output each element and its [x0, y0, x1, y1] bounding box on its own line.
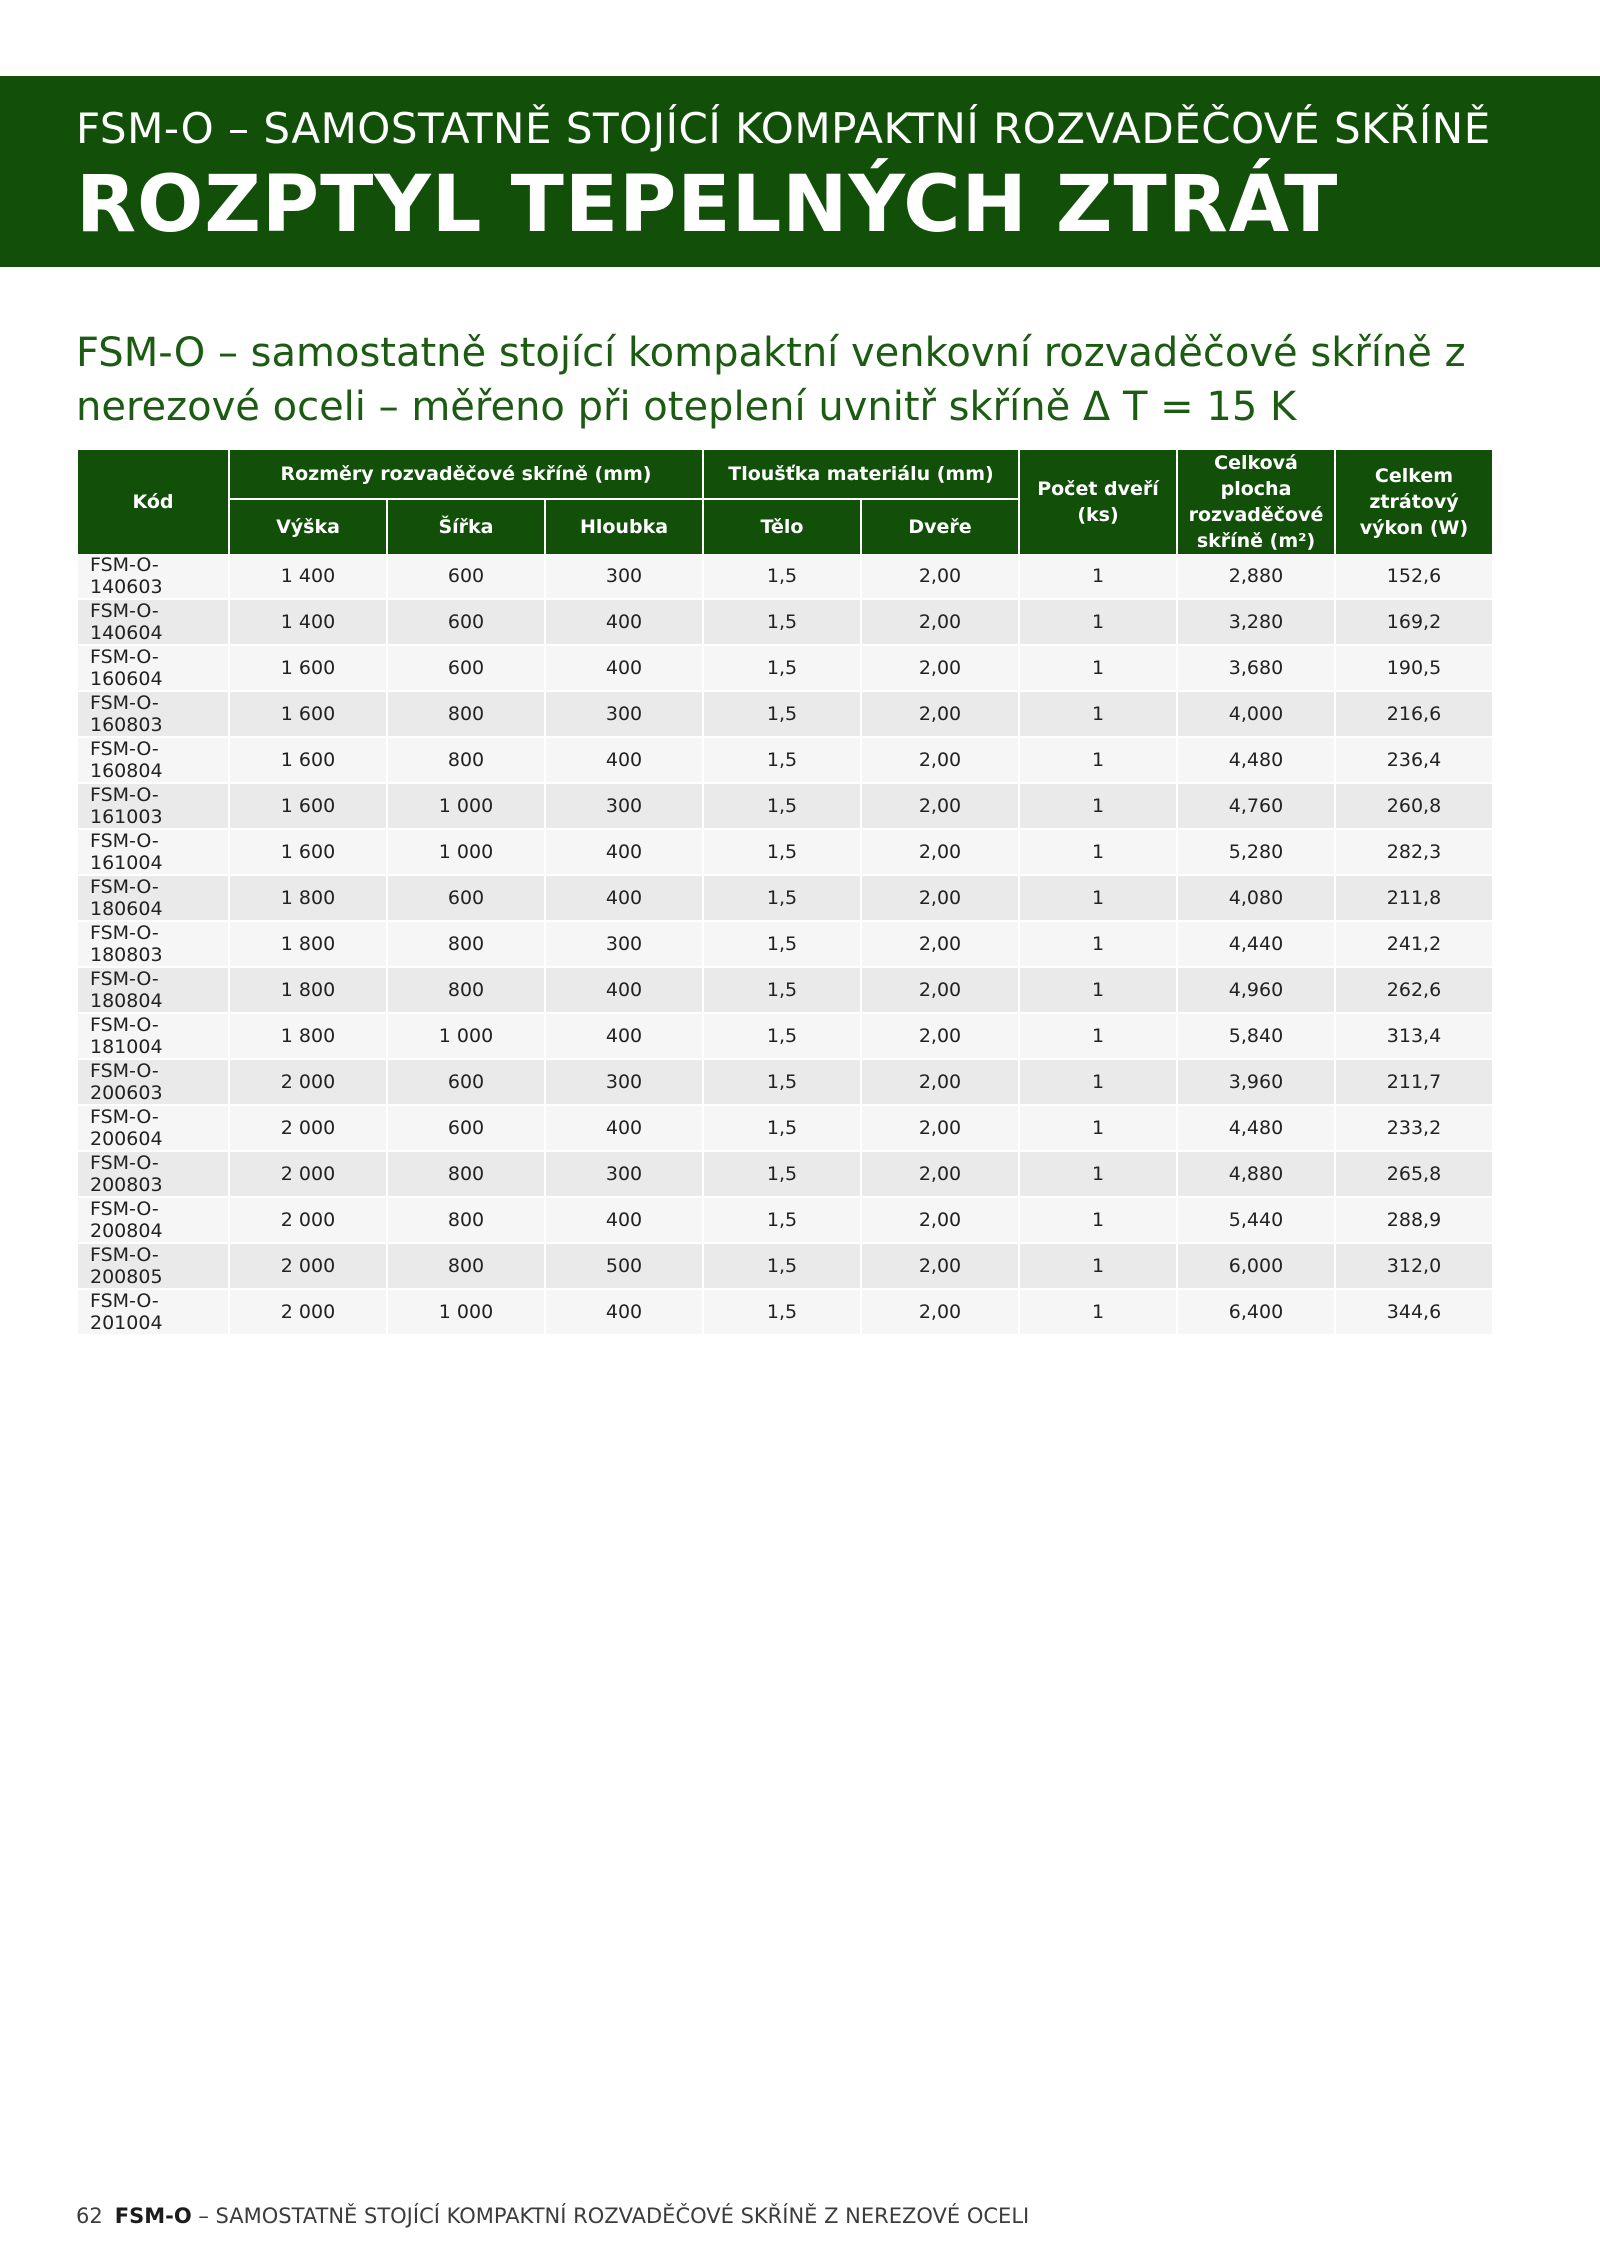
cell-total-area: 4,960: [1178, 968, 1334, 1014]
cell-door-count: 1: [1020, 922, 1176, 968]
cell-total-area: 6,000: [1178, 1244, 1334, 1290]
cell-height: 1 600: [230, 784, 386, 830]
cell-height: 1 600: [230, 738, 386, 784]
cell-total-power: 211,7: [1336, 1060, 1492, 1106]
cell-door-count: 1: [1020, 600, 1176, 646]
cell-depth: 400: [546, 876, 702, 922]
table-row: [78, 738, 1492, 784]
cell-door-thickness: 2,00: [862, 1106, 1018, 1152]
cell-depth: 400: [546, 1106, 702, 1152]
cell-height: 2 000: [230, 1290, 386, 1336]
cell-width: 800: [388, 1152, 544, 1198]
cell-width: 600: [388, 600, 544, 646]
cell-depth: 300: [546, 692, 702, 738]
cell-total-area: 4,760: [1178, 784, 1334, 830]
cell-body-thickness: 1,5: [704, 1290, 860, 1336]
cell-width: 1 000: [388, 1290, 544, 1336]
cell-width: 600: [388, 876, 544, 922]
footer-text: – SAMOSTATNĚ STOJÍCÍ KOMPAKTNÍ ROZVADĚČOVÉ SKŘÍNĚ Z NEREZOVÉ OCELI: [191, 2204, 1030, 2228]
cell-code: FSM-O-160803: [78, 692, 228, 738]
cell-total-power: 262,6: [1336, 968, 1492, 1014]
cell-door-thickness: 2,00: [862, 968, 1018, 1014]
cell-door-thickness: 2,00: [862, 1290, 1018, 1336]
table-row: [78, 968, 1492, 1014]
cell-door-thickness: 2,00: [862, 646, 1018, 692]
cell-body-thickness: 1,5: [704, 646, 860, 692]
cell-door-thickness: 2,00: [862, 1152, 1018, 1198]
cell-total-power: 236,4: [1336, 738, 1492, 784]
cell-total-area: 3,280: [1178, 600, 1334, 646]
cell-width: 800: [388, 1244, 544, 1290]
table-row: [78, 692, 1492, 738]
cell-door-thickness: 2,00: [862, 1060, 1018, 1106]
table-row: [78, 1290, 1492, 1336]
cell-total-area: 4,480: [1178, 738, 1334, 784]
cell-height: 1 600: [230, 646, 386, 692]
cell-height: 2 000: [230, 1106, 386, 1152]
cell-depth: 400: [546, 738, 702, 784]
cell-total-area: 5,440: [1178, 1198, 1334, 1244]
cell-width: 800: [388, 922, 544, 968]
table-caption: FSM-O – samostatně stojící kompaktní venkovní rozvaděčové skříně z nerezové oceli – měřeno při oteplení uvnitř skříně Δ T = 15 K: [76, 330, 1466, 430]
table-row: [78, 1014, 1492, 1060]
cell-code: FSM-O-181004: [78, 1014, 228, 1060]
cell-body-thickness: 1,5: [704, 692, 860, 738]
cell-height: 1 400: [230, 600, 386, 646]
cell-depth: 300: [546, 554, 702, 600]
cell-total-area: 4,440: [1178, 922, 1334, 968]
column-header-width: Šířka: [388, 498, 544, 554]
cell-height: 1 800: [230, 922, 386, 968]
cell-door-thickness: 2,00: [862, 692, 1018, 738]
cell-total-power: 233,2: [1336, 1106, 1492, 1152]
cell-code: FSM-O-160804: [78, 738, 228, 784]
cell-total-power: 260,8: [1336, 784, 1492, 830]
cell-body-thickness: 1,5: [704, 1244, 860, 1290]
cell-body-thickness: 1,5: [704, 922, 860, 968]
table-row: [78, 1198, 1492, 1244]
column-header-depth: Hloubka: [546, 498, 702, 554]
cell-total-area: 5,280: [1178, 830, 1334, 876]
cell-height: 1 600: [230, 692, 386, 738]
cell-door-count: 1: [1020, 738, 1176, 784]
cell-code: FSM-O-201004: [78, 1290, 228, 1336]
footer-series: FSM-O: [114, 2204, 192, 2228]
cell-door-thickness: 2,00: [862, 600, 1018, 646]
column-header-total-area: Celková plocha rozvaděčové skříně (m²): [1178, 450, 1334, 554]
cell-code: FSM-O-180604: [78, 876, 228, 922]
cell-door-count: 1: [1020, 784, 1176, 830]
cell-body-thickness: 1,5: [704, 554, 860, 600]
cell-door-count: 1: [1020, 554, 1176, 600]
cell-total-power: 216,6: [1336, 692, 1492, 738]
cell-height: 2 000: [230, 1152, 386, 1198]
cell-code: FSM-O-200603: [78, 1060, 228, 1106]
cell-depth: 400: [546, 1198, 702, 1244]
cell-code: FSM-O-140603: [78, 554, 228, 600]
cell-door-count: 1: [1020, 1060, 1176, 1106]
cell-door-count: 1: [1020, 1152, 1176, 1198]
cell-width: 800: [388, 1198, 544, 1244]
cell-height: 1 800: [230, 1014, 386, 1060]
cell-total-power: 344,6: [1336, 1290, 1492, 1336]
cell-door-thickness: 2,00: [862, 1014, 1018, 1060]
cell-depth: 400: [546, 646, 702, 692]
cell-body-thickness: 1,5: [704, 600, 860, 646]
header-overline: FSM-O – SAMOSTATNĚ STOJÍCÍ KOMPAKTNÍ ROZVADĚČOVÉ SKŘÍNĚ: [76, 104, 1491, 153]
cell-door-count: 1: [1020, 1014, 1176, 1060]
page-footer: [76, 2204, 1029, 2228]
cell-door-thickness: 2,00: [862, 922, 1018, 968]
column-header-door-count: Počet dveří (ks): [1020, 450, 1176, 554]
cell-door-count: 1: [1020, 1290, 1176, 1336]
cell-body-thickness: 1,5: [704, 876, 860, 922]
cell-body-thickness: 1,5: [704, 968, 860, 1014]
table-row: [78, 922, 1492, 968]
cell-total-area: 3,960: [1178, 1060, 1334, 1106]
cell-door-count: 1: [1020, 876, 1176, 922]
cell-width: 1 000: [388, 1014, 544, 1060]
cell-door-count: 1: [1020, 1244, 1176, 1290]
page-title: ROZPTYL TEPELNÝCH ZTRÁT: [76, 160, 1339, 250]
cell-width: 600: [388, 554, 544, 600]
cell-total-area: 4,880: [1178, 1152, 1334, 1198]
table-row: [78, 830, 1492, 876]
cell-body-thickness: 1,5: [704, 738, 860, 784]
column-group-dimensions: Rozměry rozvaděčové skříně (mm): [230, 450, 702, 498]
cell-width: 600: [388, 1060, 544, 1106]
cell-total-power: 288,9: [1336, 1198, 1492, 1244]
table-body: [78, 554, 1492, 1336]
cell-width: 600: [388, 646, 544, 692]
cell-height: 1 800: [230, 968, 386, 1014]
cell-door-thickness: 2,00: [862, 876, 1018, 922]
cell-body-thickness: 1,5: [704, 1014, 860, 1060]
cell-width: 800: [388, 692, 544, 738]
table-row: [78, 1152, 1492, 1198]
cell-total-power: 265,8: [1336, 1152, 1492, 1198]
cell-total-power: 313,4: [1336, 1014, 1492, 1060]
cell-height: 1 800: [230, 876, 386, 922]
page-number: 62: [76, 2204, 103, 2228]
cell-total-area: 2,880: [1178, 554, 1334, 600]
cell-total-power: 211,8: [1336, 876, 1492, 922]
cell-total-area: 6,400: [1178, 1290, 1334, 1336]
cell-total-power: 152,6: [1336, 554, 1492, 600]
table-row: [78, 1106, 1492, 1152]
table-row: [78, 646, 1492, 692]
cell-total-power: 241,2: [1336, 922, 1492, 968]
cell-code: FSM-O-200604: [78, 1106, 228, 1152]
cell-body-thickness: 1,5: [704, 1106, 860, 1152]
cell-door-thickness: 2,00: [862, 738, 1018, 784]
cell-door-thickness: 2,00: [862, 1198, 1018, 1244]
column-group-thickness: Tloušťka materiálu (mm): [704, 450, 1018, 498]
cell-total-power: 169,2: [1336, 600, 1492, 646]
cell-body-thickness: 1,5: [704, 1152, 860, 1198]
cell-depth: 400: [546, 968, 702, 1014]
cell-total-area: 4,000: [1178, 692, 1334, 738]
cell-door-count: 1: [1020, 1106, 1176, 1152]
cell-code: FSM-O-200805: [78, 1244, 228, 1290]
cell-door-count: 1: [1020, 830, 1176, 876]
cell-total-power: 312,0: [1336, 1244, 1492, 1290]
cell-total-area: 3,680: [1178, 646, 1334, 692]
cell-width: 800: [388, 738, 544, 784]
column-header-total-power: Celkem ztrátový výkon (W): [1336, 450, 1492, 554]
cell-height: 2 000: [230, 1244, 386, 1290]
cell-depth: 300: [546, 922, 702, 968]
cell-depth: 400: [546, 1014, 702, 1060]
cell-code: FSM-O-161004: [78, 830, 228, 876]
cell-total-area: 4,480: [1178, 1106, 1334, 1152]
cell-body-thickness: 1,5: [704, 830, 860, 876]
column-header-body: Tělo: [704, 498, 860, 554]
table-row: [78, 784, 1492, 830]
cell-code: FSM-O-140604: [78, 600, 228, 646]
column-header-height: Výška: [230, 498, 386, 554]
cell-height: 2 000: [230, 1198, 386, 1244]
cell-height: 2 000: [230, 1060, 386, 1106]
cell-code: FSM-O-180803: [78, 922, 228, 968]
cell-door-count: 1: [1020, 968, 1176, 1014]
table-header-row: [78, 450, 1492, 498]
cell-total-area: 5,840: [1178, 1014, 1334, 1060]
cell-door-thickness: 2,00: [862, 554, 1018, 600]
cell-body-thickness: 1,5: [704, 1198, 860, 1244]
cell-code: FSM-O-161003: [78, 784, 228, 830]
cell-depth: 400: [546, 1290, 702, 1336]
table-row: [78, 876, 1492, 922]
cell-height: 1 400: [230, 554, 386, 600]
cell-body-thickness: 1,5: [704, 784, 860, 830]
cell-code: FSM-O-200803: [78, 1152, 228, 1198]
cell-width: 600: [388, 1106, 544, 1152]
cell-depth: 400: [546, 830, 702, 876]
table-row: [78, 1060, 1492, 1106]
cell-door-count: 1: [1020, 1198, 1176, 1244]
cell-door-count: 1: [1020, 646, 1176, 692]
cell-door-count: 1: [1020, 692, 1176, 738]
cell-width: 1 000: [388, 830, 544, 876]
table-row: [78, 1244, 1492, 1290]
cell-door-thickness: 2,00: [862, 830, 1018, 876]
table-row: [78, 554, 1492, 600]
table-row: [78, 600, 1492, 646]
cell-code: FSM-O-160604: [78, 646, 228, 692]
cell-body-thickness: 1,5: [704, 1060, 860, 1106]
cell-height: 1 600: [230, 830, 386, 876]
column-header-door: Dveře: [862, 498, 1018, 554]
column-header-code: Kód: [78, 450, 228, 554]
cell-door-thickness: 2,00: [862, 784, 1018, 830]
cell-depth: 500: [546, 1244, 702, 1290]
cell-door-thickness: 2,00: [862, 1244, 1018, 1290]
cell-depth: 400: [546, 600, 702, 646]
cell-width: 1 000: [388, 784, 544, 830]
cell-depth: 300: [546, 1152, 702, 1198]
cell-total-area: 4,080: [1178, 876, 1334, 922]
cell-depth: 300: [546, 784, 702, 830]
cell-total-power: 282,3: [1336, 830, 1492, 876]
cell-depth: 300: [546, 1060, 702, 1106]
cell-width: 800: [388, 968, 544, 1014]
heat-loss-table: [76, 450, 1494, 1336]
cell-total-power: 190,5: [1336, 646, 1492, 692]
cell-code: FSM-O-180804: [78, 968, 228, 1014]
cell-code: FSM-O-200804: [78, 1198, 228, 1244]
